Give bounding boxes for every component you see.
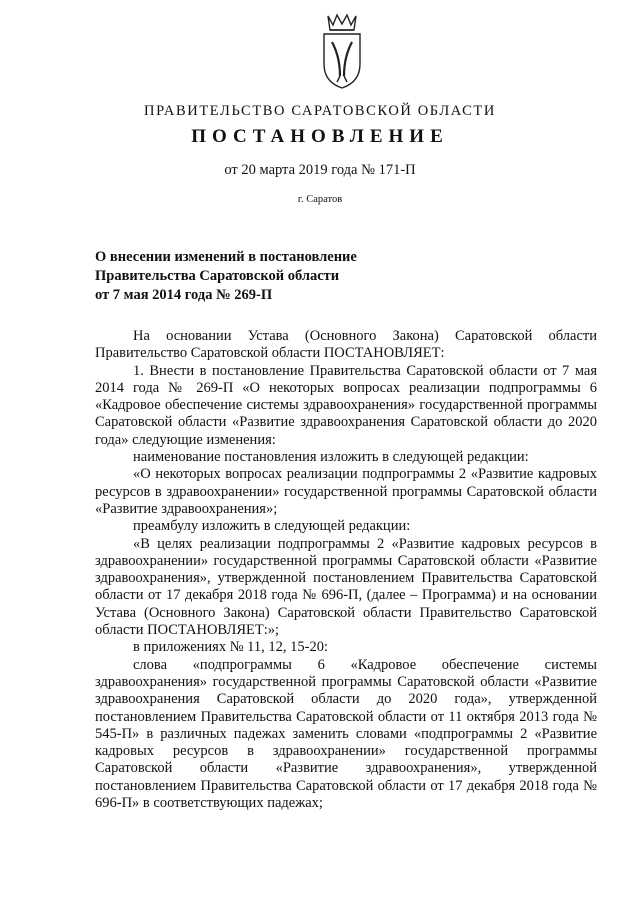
document-date-number: от 20 марта 2019 года № 171-П xyxy=(224,162,416,178)
body-paragraph: слова «подпрограммы 6 «Кадровое обеспечение системы здравоохранения» государственной программы Саратовской области «Развитие здравоохранения Саратовской области до 2020 года», утвержденной постановлением Правительства Саратовской области от 11 октября 2013 года № 545-П» в различных падежах заменить словами «подпрограммы 2 «Развитие кадровых ресурсов в здравоохранении» государственной программы Саратовской области «Развитие здравоохранения», утвержденной постановлением Правительства Саратовской области от 17 декабря 2018 года № 696-П» в соответствующих падежах; xyxy=(95,656,597,812)
subject-line: О внесении изменений в постановление xyxy=(95,249,357,265)
coat-of-arms-icon xyxy=(318,12,366,92)
subject-line: от 7 мая 2014 года № 269-П xyxy=(95,287,273,303)
body-paragraph: преамбулу изложить в следующей редакции: xyxy=(133,518,411,535)
body-paragraph: На основании Устава (Основного Закона) Саратовской области Правительство Саратовской области ПОСТАНОВЛЯЕТ: xyxy=(95,328,597,362)
subject-line: Правительства Саратовской области xyxy=(95,268,340,284)
document-city: г. Саратов xyxy=(297,194,343,205)
document-body xyxy=(95,328,597,812)
body-paragraph: 1. Внести в постановление Правительства Саратовской области от 7 мая 2014 года № 269-П «О некоторых вопросах реализации подпрограммы 6 «Кадровое обеспечение системы здравоохранения» государственной программы Саратовской области «Развитие здравоохранения Саратовской области до 2020 года» следующие изменения: xyxy=(95,362,597,448)
government-name: ПРАВИТЕЛЬСТВО САРАТОВСКОЙ ОБЛАСТИ xyxy=(144,103,496,119)
document-type-title: ПОСТАНОВЛЕНИЕ xyxy=(191,126,449,147)
body-paragraph: в приложениях № 11, 12, 15-20: xyxy=(133,639,328,656)
document-subject xyxy=(95,248,357,305)
body-paragraph: «О некоторых вопросах реализации подпрограммы 2 «Развитие кадровых ресурсов в здравоохранении» государственной программы Саратовской области «Развитие здравоохранения»; xyxy=(95,466,597,517)
body-paragraph: «В целях реализации подпрограммы 2 «Развитие кадровых ресурсов в здравоохранении» государственной программы Саратовской области «Развитие здравоохранения», утвержденной постановлением Правительства Саратовской области от 17 декабря 2018 года № 696-П, (далее – Программа) и на основании Устава (Основного Закона) Саратовской области Правительство Саратовской области ПОСТАНОВЛЯЕТ:»; xyxy=(95,535,597,639)
body-paragraph: наименование постановления изложить в следующей редакции: xyxy=(133,449,529,466)
